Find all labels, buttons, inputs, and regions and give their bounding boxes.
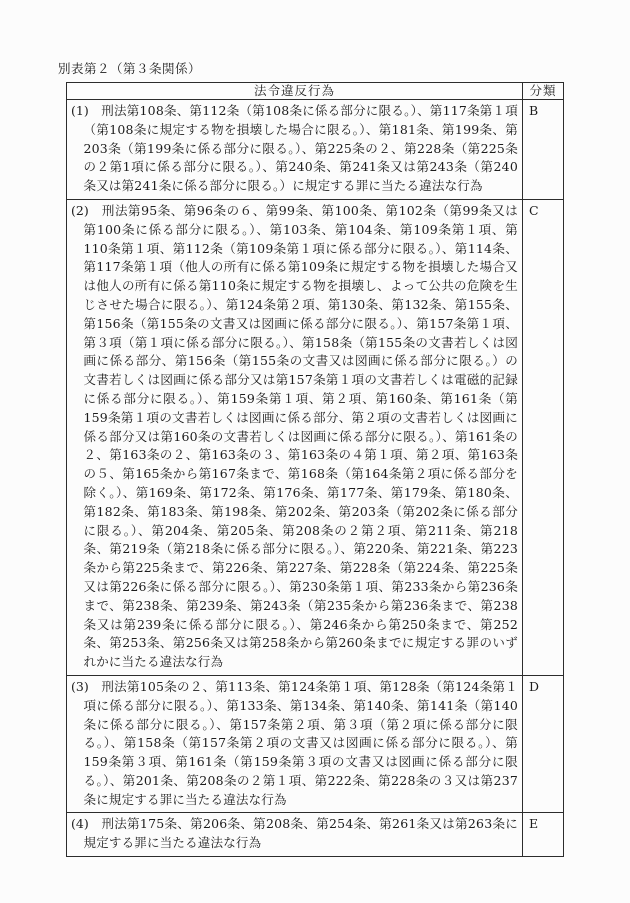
row-4-number: (4) [71,816,102,832]
row-2-violation-cell [67,199,523,675]
column-header-category: 分類 [523,83,564,100]
table-row [67,100,564,200]
row-4-category: E [523,813,564,857]
row-4-body: 刑法第175条、第206条、第208条、第254条、第261条又は第263条に規定する罪に当たる違法な行為 [83,816,518,851]
table-row [67,675,564,813]
row-1-number: (1) [71,103,102,118]
row-3-violation-cell [67,675,523,813]
row-1-text [71,102,518,196]
header-row [67,83,564,100]
column-header-violation: 法令違反行為 [67,83,523,100]
row-4-text [71,815,518,853]
table-row [67,813,564,857]
row-1-body: 刑法第108条、第112条（第108条に係る部分に限る。）、第117条第１項（第108条に規定する物を損壊した場合に限る。）、第181条、第199条、第203条（第199条に係る部分に限る。）、第225条の２、第228条（第225条の２第1項に係る部分に限る。）、第240条、第241条又は第243条（第240条又は第241条に係る部分に限る。）に規定する罪に当たる違法な行為 [83,103,518,194]
row-2-category: C [523,199,564,675]
row-2-body: 刑法第95条、第96条の６、第99条、第100条、第102条（第99条又は第100条に係る部分に限る。）、第103条、第104条、第109条第１項、第110条第１項、第112条（第109条第１項に係る部分に限る。）、第114条、第117条第１項（他人の所有に係る第109条に規定する物を損壊した場合又は他人の所有に係る第110条に規定する物を損壊し、よって公共の危険を生じさせた場合に限る。）、第124条第２項、第130条、第132条、第155条、第156条（第155条の文書又は図画に係る部分に限る。）、第157条第１項、第３項（第１項に係る部分に限る。）、第158条（第155条の文書若しくは図画に係る部分、第156条（第155条の文書又は図画に係る部分に限る。）の文書若しくは図画に係る部分又は第157条第１項の文書若しくは電磁的記録に係る部分に限る。）、第159条第１項、第２項、第160条、第161条（第159条第１項の文書若しくは図画に係る部分、第２項の文書若しくは図画に係る部分又は第160条の文書若しくは図画に係る部分に限る。）、第161条の２、第163条の２、第163条の３、第163条の４第１項、第２項、第163条の５、第165条から第167条まで、第168条（第164条第２項に係る部分を除く。）、第169条、第172条、第176条、第177条、第179条、第180条、第182条、第183条、第198条、第202条、第203条（第202条に係る部分に限る。）、第204条、第205条、第208条の２第２項、第211条、第218条、第219条（第218条に係る部分に限る。）、第220条、第221条、第223条から第225条まで、第226条、第227条、第228条（第224条、第225条又は第226条に係る部分に限る。）、第230条第１項、第233条から第236条まで、第238条、第239条、第243条（第235条から第236条まで、第238条又は第239条に係る部分に限る。）、第246条から第250条まで、第252条、第253条、第256条又は第258条から第260条までに規定する罪のいずれかに当たる違法な行為 [83,202,518,670]
row-3-number: (3) [71,678,102,694]
row-2-text [71,202,518,672]
row-2-number: (2) [71,202,102,218]
row-3-category: D [523,675,564,813]
row-4-violation-cell [67,813,523,857]
page-title: 別表第２（第３条関係） [58,61,202,76]
row-3-text [71,678,518,810]
table-row [67,199,564,675]
row-1-violation-cell [67,100,523,200]
row-3-body: 刑法第105条の２、第113条、第124条第１項、第128条（第124条第１項に係る部分に限る。）、第133条、第134条、第140条、第141条（第140条に係る部分に限る。）、第157条第２項、第３項（第２項に係る部分に限る。）、第158条（第157条第２項の文書又は図画に係る部分に限る。）、第159条第３項、第161条（第159条第３項の文書又は図画に係る部分に限る。）、第201条、第208条の２第１項、第222条、第228条の３又は第237条に規定する罪に当たる違法な行為 [83,678,518,807]
row-1-category: B [523,100,564,200]
law-violation-table [66,82,564,857]
